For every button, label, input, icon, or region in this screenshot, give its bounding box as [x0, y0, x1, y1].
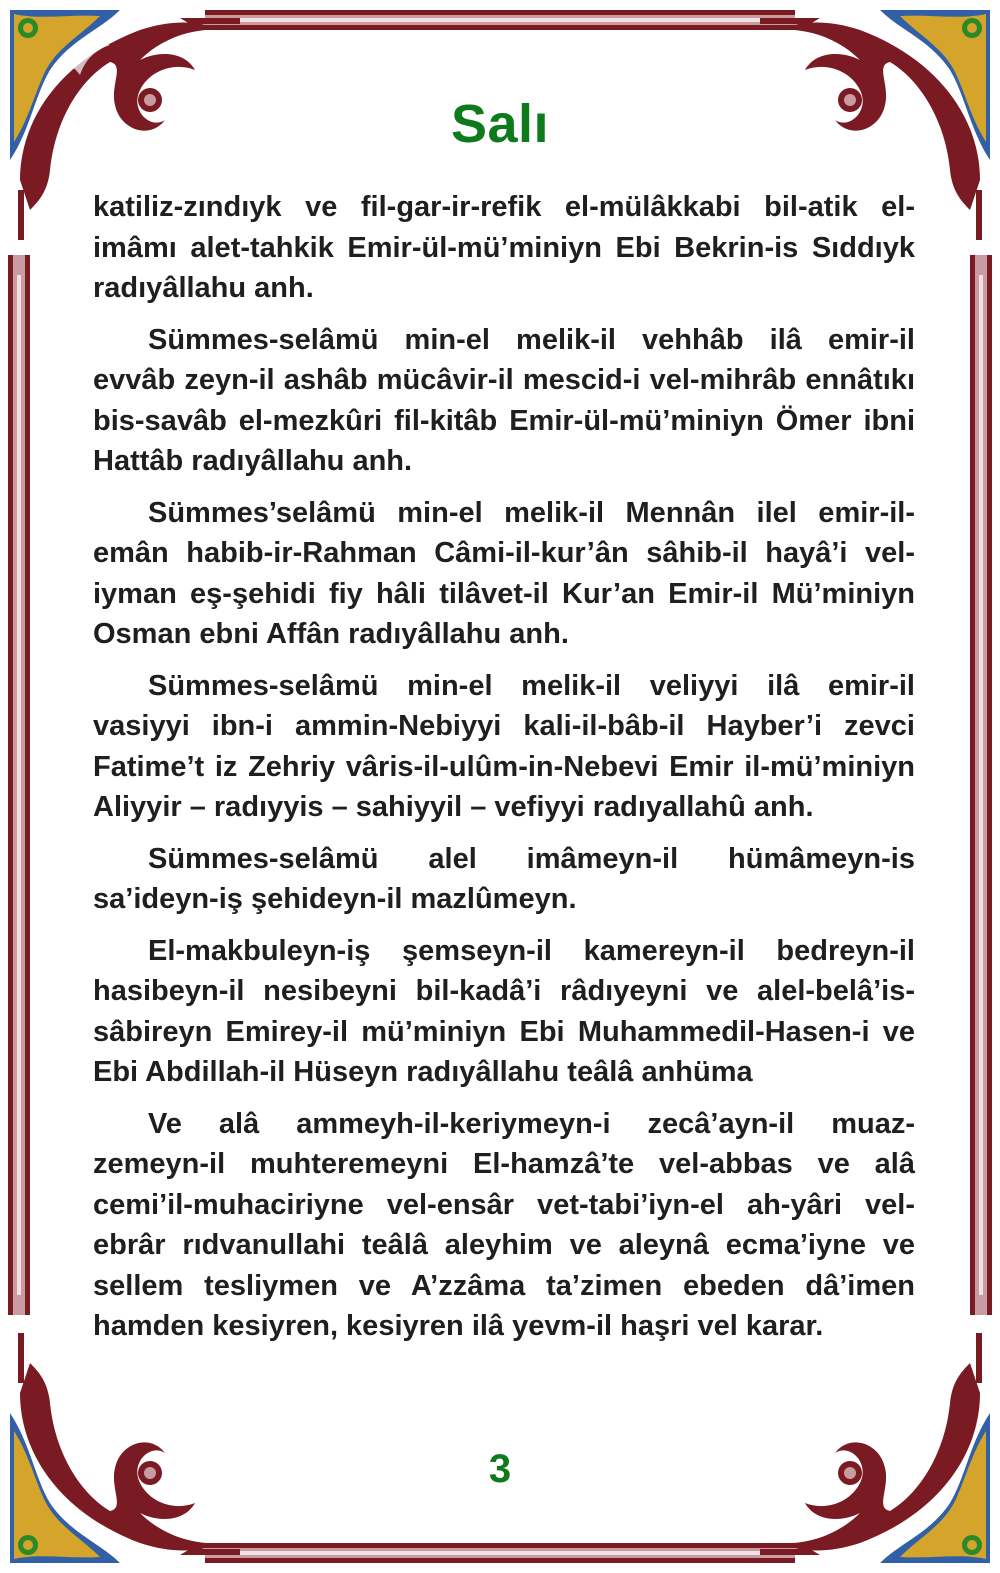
paragraph: katiliz-zındıyk ve fil-gar-ir-refik el-mülâkkabi bil-atik el-imâmı alet-tahkik Emir-ül-mü’miniyn Ebi Bekrin-is Sıddıyk radıyâllahu anh. [93, 191, 915, 304]
frame-right-bar [970, 255, 992, 1315]
frame-bottom-bar [205, 1543, 795, 1563]
paragraph: Sümmes-selâmü min-el melik-il vehhâb ilâ emir-il evvâb zeyn-il ashâb mücâvir-il mescid-i vel-mihrâb ennâtıkı bis-savâb el-mezkûri fil-kitâb Emir-ül-mü’miniyn Ömer ibni Hattâb radıyâllahu anh. [93, 323, 915, 477]
paragraph: El-makbuleyn-iş şemseyn-il kamereyn-il bedreyn-il hasibeyn-il nesibeyni bil-kadâ’i râdıyeyni ve alel-belâ’is-sâbireyn Emirey-il mü’miniyn Ebi Muhammedil-Hasen-i ve Ebi Abdillah-il Hüseyn radıyâllahu teâlâ anhüma [93, 934, 915, 1088]
paragraph: Sümmes-selâmü alel imâmeyn-il hümâmeyn-is sa’ideyn-iş şehideyn-il mazlûmeyn. [93, 842, 915, 915]
page-body [93, 187, 915, 1358]
paragraph: Sümmes’selâmü min-el melik-il Mennân ilel emir-il-emân habib-ir-Rahman Câmi-il-kur’ân sâhib-il hayâ’i vel-iyman eş-şehidi fiy hâli tilâvet-il Kur’an Emir-il Mü’miniyn Osman ebni Affân radıyâllahu anh. [93, 496, 915, 650]
page-number: 3 [488, 1447, 512, 1491]
page-title: Salı [450, 94, 550, 154]
paragraph: Sümmes-selâmü min-el melik-il veliyyi ilâ emir-il vasiyyi ibn-i ammin-Nebiyyi kali-il-bâb-il Hayber’i zevci Fatime’t iz Zehriy vâris-il-ulûm-in-Nebevi Emir il-mü’miniyn Aliyyir – radıyyis – sahiyyil – vefiyyi radıyallahû anh. [93, 669, 915, 823]
frame-left-bar [8, 255, 30, 1315]
frame-top-bar [205, 10, 795, 30]
paragraph: Ve alâ ammeyh-il-keriymeyn-i zecâ’ayn-il muaz-zemeyn-il muhteremeyni El-hamzâ’te vel-abbas ve alâ cemi’il-muhaciriyne vel-ensâr vet-tabi’iyn-el ah-yâri vel-ebrâr rıdvanullahi teâlâ aleyhim ve aleynâ ecma’iyne ve sellem tesliymen ve A’zzâma ta’zimen ebeden dâ’imen hamden kesiyren, kesiyren ilâ yevm-il haşri vel karar. [93, 1107, 915, 1342]
